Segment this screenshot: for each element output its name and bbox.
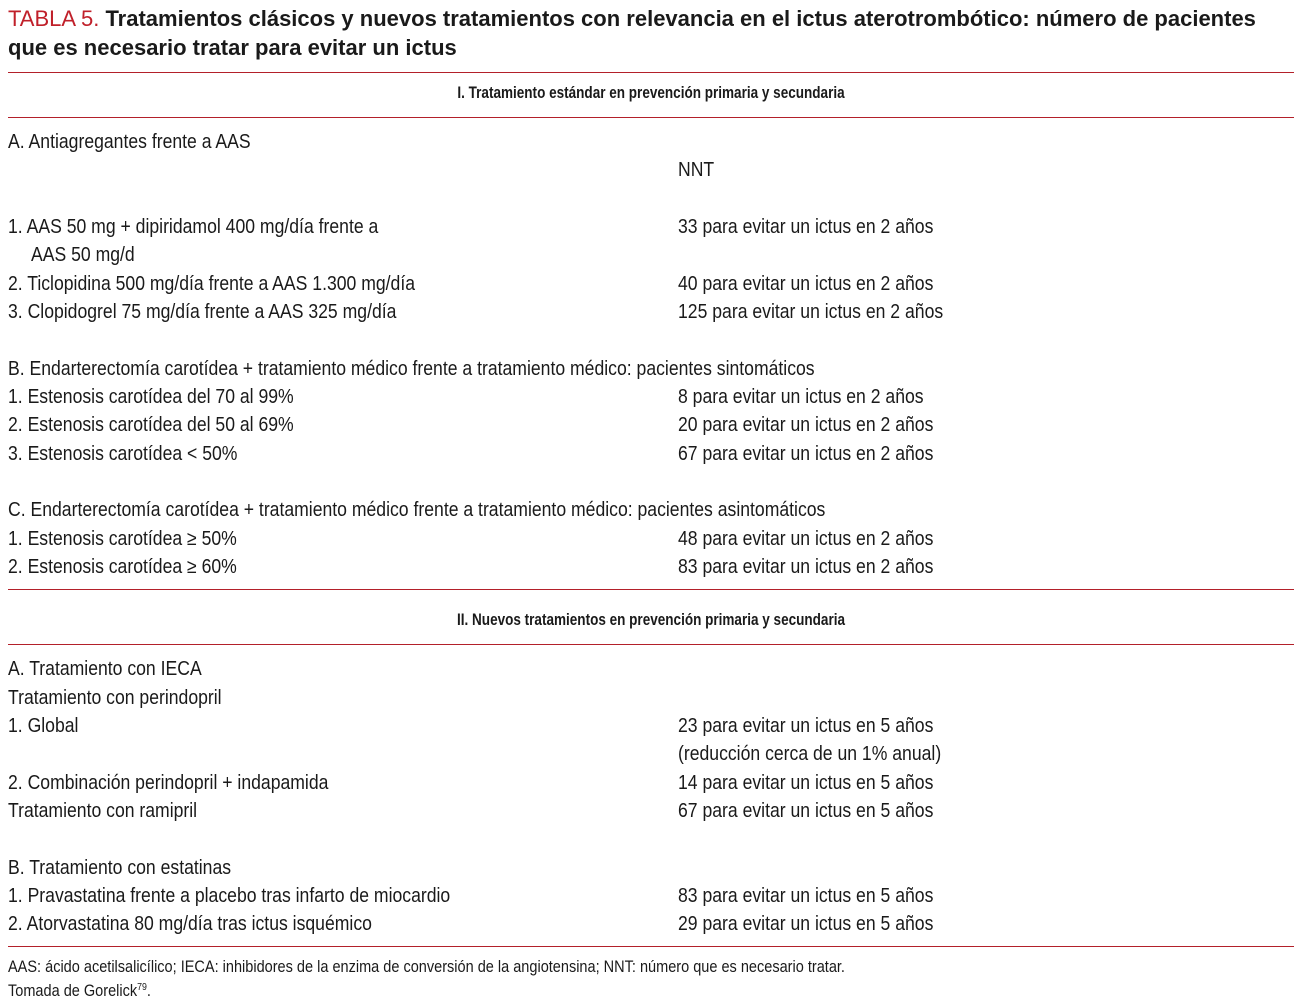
table-row-value: 125 para evitar un ictus en 2 años: [678, 301, 944, 323]
table-row-label: 2. Ticlopidina 500 mg/día frente a AAS 1.300 mg/día: [8, 273, 416, 295]
table-row-label: Tratamiento con ramipril: [8, 800, 198, 822]
table-row-value: 14 para evitar un ictus en 5 años: [678, 772, 934, 794]
group-heading-ieca: A. Tratamiento con IECA: [8, 658, 202, 680]
table-title: [8, 4, 1294, 62]
divider: [8, 644, 1294, 645]
table-row-label: 2. Atorvastatina 80 mg/día tras ictus isquémico: [8, 913, 372, 935]
table-row-label: 3. Estenosis carotídea < 50%: [8, 443, 238, 465]
section-header-2: II. Nuevos tratamientos en prevención primaria y secundaria: [456, 611, 845, 629]
table-row-label: 3. Clopidogrel 75 mg/día frente a AAS 325 mg/día: [8, 301, 397, 323]
table-row-label: 1. Estenosis carotídea ≥ 50%: [8, 528, 237, 550]
footnote-abbreviations: AAS: ácido acetilsalicílico; IECA: inhibidores de la enzima de conversión de la angiotensina; NNT: número que es necesario tratar.: [8, 958, 845, 976]
table-row-label: 2. Estenosis carotídea del 50 al 69%: [8, 414, 294, 436]
table-row-label: 2. Estenosis carotídea ≥ 60%: [8, 556, 237, 578]
divider: [8, 72, 1294, 73]
group-heading-antiagregantes: A. Antiagregantes frente a AAS: [8, 131, 251, 153]
table-row-value: 29 para evitar un ictus en 5 años: [678, 913, 934, 935]
nnt-column-header: NNT: [678, 159, 715, 181]
group-heading-asintomaticos: C. Endarterectomía carotídea + tratamiento médico frente a tratamiento médico: pacientes asintomáticos: [8, 499, 826, 521]
group-heading-estatinas: B. Tratamiento con estatinas: [8, 857, 232, 879]
footnote-source: Tomada de Gorelick$^{79}$.: [8, 982, 151, 1000]
table-row-value: 83 para evitar un ictus en 2 años: [678, 556, 934, 578]
table-row-value: 83 para evitar un ictus en 5 años: [678, 885, 934, 907]
table-row-value: 20 para evitar un ictus en 2 años: [678, 414, 934, 436]
table-row-label: 2. Combinación perindopril + indapamida: [8, 772, 329, 794]
table-row-value: 40 para evitar un ictus en 2 años: [678, 273, 934, 295]
table-row-value: 23 para evitar un ictus en 5 años: [678, 715, 934, 737]
table-row-label: 1. Pravastatina frente a placebo tras infarto de miocardio: [8, 885, 451, 907]
table-row-value: 48 para evitar un ictus en 2 años: [678, 528, 934, 550]
table-label: TABLA 5.: [8, 6, 100, 31]
table-row-label: 1. AAS 50 mg + dipiridamol 400 mg/día frente a: [8, 216, 379, 238]
table-row-label: 1. Estenosis carotídea del 70 al 99%: [8, 386, 294, 408]
table-row-value: 67 para evitar un ictus en 2 años: [678, 443, 934, 465]
table-row-label: 1. Global: [8, 715, 79, 737]
table-row-label-continued: AAS 50 mg/d: [31, 244, 135, 266]
table-row-value-note: (reducción cerca de un 1% anual): [678, 743, 942, 765]
subheading-perindopril: Tratamiento con perindopril: [8, 687, 222, 709]
reference-superscript: 79: [137, 982, 147, 993]
divider: [8, 117, 1294, 118]
group-heading-sintomaticos: B. Endarterectomía carotídea + tratamiento médico frente a tratamiento médico: pacientes sintomáticos: [8, 358, 815, 380]
table-row-value: 67 para evitar un ictus en 5 años: [678, 800, 934, 822]
table-title-text: Tratamientos clásicos y nuevos tratamientos con relevancia en el ictus aterotrombótico: número de pacientes que es necesario tratar para evitar un ictus: [8, 6, 1256, 60]
divider: [8, 589, 1294, 590]
section-header-1: I. Tratamiento estándar en prevención primaria y secundaria: [457, 84, 845, 102]
table-row-value: 8 para evitar un ictus en 2 años: [678, 386, 924, 408]
table-row-value: 33 para evitar un ictus en 2 años: [678, 216, 934, 238]
divider: [8, 946, 1294, 947]
